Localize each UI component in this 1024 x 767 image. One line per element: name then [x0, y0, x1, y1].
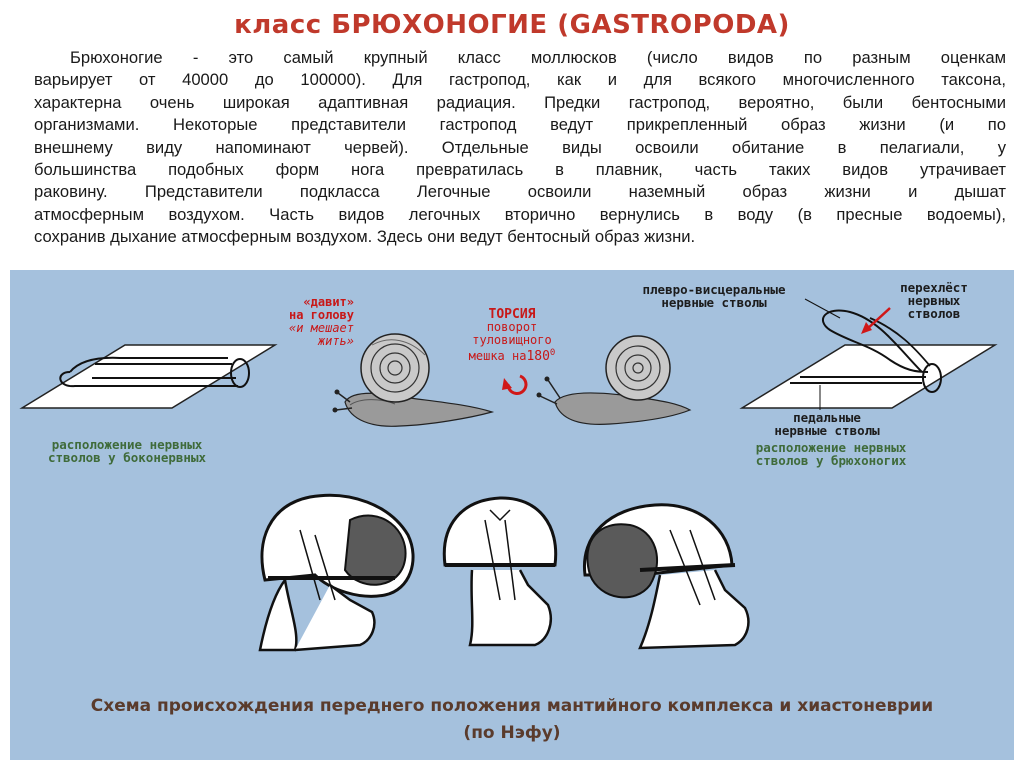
pedal-line: педальные	[793, 410, 861, 425]
anatomy-figure-1	[260, 495, 413, 650]
right-figure-caption	[726, 441, 936, 467]
intro-line: большинства подобных форм нога превратилась в плавник, часть таких видов утрачивает	[34, 160, 1006, 180]
intro-line: атмосферным воздухом. Часть видов легочных вторично вернулись в воду (в пресные водоемы),	[34, 204, 1006, 224]
intro-line: сохранив дыхание атмосферным воздухом. Здесь они ведут бентосный образ жизни.	[34, 227, 696, 247]
torsion-rotate-icon	[502, 376, 526, 393]
pleuro-visceral-label	[614, 283, 814, 309]
right-caption-line: стволов у брюхоногих	[755, 453, 907, 468]
crossover-label	[888, 281, 980, 320]
press-label	[272, 296, 354, 348]
figure-caption	[0, 693, 1024, 747]
cross-line: нервных	[907, 293, 961, 308]
pedal-line: нервные стволы	[774, 423, 880, 438]
intro-line: раковину. Представители подкласса Легочные освоили наземный образ жизни и дышат	[34, 182, 1006, 202]
press-line: жить»	[317, 334, 354, 348]
torsion-line: туловищного	[472, 333, 552, 347]
left-caption-line: стволов у боконервных	[47, 450, 207, 465]
torsion-line: поворот	[486, 320, 538, 334]
page-title: класс БРЮХОНОГИЕ (GASTROPODA)	[234, 10, 790, 40]
press-line: на голову	[288, 308, 354, 322]
intro-line: внешнему виду напоминают червей). Отдельные виды освоили обитание в пелагиали, у	[34, 137, 1006, 157]
press-line: «и мешает	[288, 321, 354, 335]
torsion-label	[448, 308, 576, 363]
figure-caption-line: (по Нэфу)	[463, 723, 561, 743]
torsion-line	[448, 347, 576, 363]
pleuro-line: плевро-висцеральные	[642, 282, 786, 297]
left-nerve-plane-figure	[22, 345, 275, 408]
intro-line: характерна очень широкая адаптивная радиация. Предки гастропод, вероятно, были бентосными	[34, 92, 1006, 112]
press-line: «давит»	[303, 295, 354, 309]
anatomy-figure-3	[584, 505, 748, 648]
anatomy-figure-2	[444, 498, 555, 645]
figure-caption-line: Схема происхождения переднего положения мантийного комплекса и хиастоневрии	[90, 696, 934, 716]
cross-line: стволов	[907, 306, 961, 321]
torsion-degrees-sup: 0	[549, 348, 556, 358]
right-caption-line: расположение нервных	[755, 440, 907, 455]
intro-line: Брюхоногие - это самый крупный класс моллюсков (число видов по разным оценкам	[70, 48, 1006, 67]
torsion-degrees: 180	[526, 349, 550, 364]
left-figure-caption	[22, 438, 232, 464]
torsion-line-text: мешка на	[468, 349, 527, 363]
torsion-title: ТОРСИЯ	[488, 307, 536, 322]
cross-line: перехлёст	[900, 280, 968, 295]
left-caption-line: расположение нервных	[51, 437, 203, 452]
pedal-label	[752, 411, 902, 437]
intro-line: организмами. Некоторые представители гастропод ведут прикрепленный образ жизни (и по	[34, 115, 1006, 135]
pleuro-line: нервные стволы	[661, 295, 767, 310]
intro-line: варьирует от 40000 до 100000). Для гастропод, как и для всякого многочисленного таксона,	[34, 70, 1006, 90]
